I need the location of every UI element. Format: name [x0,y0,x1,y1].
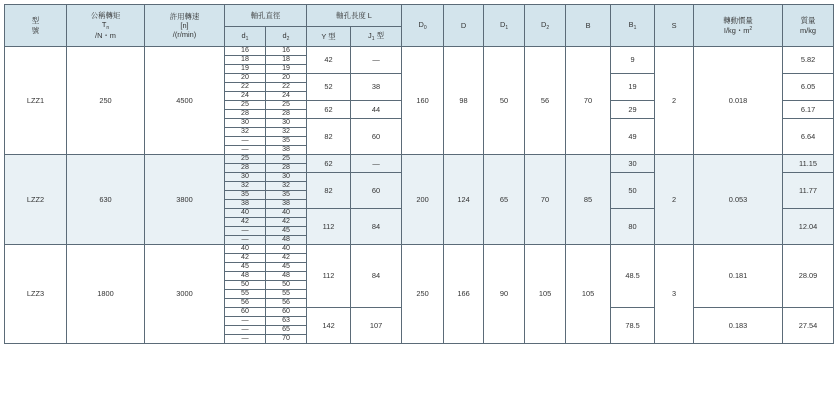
bore-d1-cell: 25 [225,155,266,164]
bore-d1-cell: 16 [225,47,266,56]
bore-d1-cell: 28 [225,110,266,119]
mass-cell: 6.17 [783,101,834,119]
bore-d2-cell: 19 [266,65,307,74]
mass-cell: 11.15 [783,155,834,173]
model-group-lzz1 [5,47,834,155]
table-row [5,47,834,56]
header-D: D [444,5,484,47]
bore-d1-cell: 42 [225,254,266,263]
header-bore-diameter: 軸孔直徑 [225,5,307,27]
S-cell: 3 [655,245,694,344]
header-j1-type: $J_1$ 型 [351,27,402,47]
bore-d2-cell: 65 [266,326,307,335]
B1-cell: 78.5 [611,308,655,344]
header-torque-symbol: $T_n$ [101,19,110,31]
bore-d2-cell: 45 [266,227,307,236]
torque-cell: 250 [67,47,145,155]
B1-cell: 49 [611,119,655,155]
header-torque [67,5,145,47]
torque-cell: 1800 [67,245,145,344]
model-cell: LZZ1 [5,47,67,155]
S-cell: 2 [655,155,694,245]
bore-d1-cell: 42 [225,218,266,227]
coupling-spec-table-container [4,4,834,344]
length-j1-cell: 44 [351,101,402,119]
D1-cell: 50 [484,47,525,155]
length-j1-cell: 84 [351,209,402,245]
bore-d2-cell: 45 [266,263,307,272]
D2-cell: 105 [525,245,566,344]
header-speed-name: 許用轉速 [169,11,200,21]
header-d2: $d_2$ [266,27,307,47]
bore-d1-cell: 56 [225,299,266,308]
bore-d1-cell: 50 [225,281,266,290]
bore-d2-cell: 16 [266,47,307,56]
length-j1-cell: 107 [351,308,402,344]
B-cell: 70 [566,47,611,155]
S-cell: 2 [655,47,694,155]
torque-cell: 630 [67,155,145,245]
D0-cell: 160 [402,47,444,155]
bore-d2-cell: 30 [266,119,307,128]
header-speed-unit: /(r/min) [172,30,197,40]
length-y-cell: 142 [307,308,351,344]
mass-cell: 5.82 [783,47,834,74]
bore-d1-cell: 48 [225,272,266,281]
header-mass [783,5,834,47]
table-row [5,245,834,254]
bore-d2-cell: 38 [266,200,307,209]
B-cell: 85 [566,155,611,245]
header-mass-name: 質量 [800,16,816,26]
bore-d2-cell: 35 [266,137,307,146]
bore-d2-cell: 20 [266,74,307,83]
D1-cell: 65 [484,155,525,245]
inertia-cell: 0.181 [694,245,783,308]
table-row [5,155,834,164]
D-cell: 98 [444,47,484,155]
length-j1-cell: 84 [351,245,402,308]
D0-cell: 200 [402,155,444,245]
bore-d2-cell: 42 [266,218,307,227]
bore-d2-cell: 32 [266,182,307,191]
B1-cell: 29 [611,101,655,119]
header-model [5,5,67,47]
header-D2: $D_2$ [525,5,566,47]
bore-d1-cell: — [225,335,266,344]
bore-d1-cell: 40 [225,245,266,254]
mass-cell: 28.09 [783,245,834,308]
bore-d2-cell: 35 [266,191,307,200]
bore-d1-cell: — [225,317,266,326]
mass-cell: 11.77 [783,173,834,209]
D2-cell: 70 [525,155,566,245]
bore-d2-cell: 42 [266,254,307,263]
bore-d2-cell: 25 [266,155,307,164]
B1-cell: 30 [611,155,655,173]
header-bore-length: 軸孔長度 L [307,5,402,27]
header-torque-name: 公稱轉矩 [90,10,121,20]
bore-d1-cell: 35 [225,191,266,200]
header-model-label: 型 號 [31,16,40,35]
length-j1-cell: 38 [351,74,402,101]
bore-d1-cell: 45 [225,263,266,272]
bore-d2-cell: 28 [266,110,307,119]
table-header [5,5,834,47]
bore-d1-cell: 25 [225,101,266,110]
bore-d2-cell: 28 [266,164,307,173]
bore-d1-cell: 30 [225,119,266,128]
length-y-cell: 62 [307,155,351,173]
header-S: S [655,5,694,47]
bore-d1-cell: 19 [225,65,266,74]
bore-d1-cell: 60 [225,308,266,317]
length-j1-cell: — [351,47,402,74]
bore-d2-cell: 38 [266,146,307,155]
D2-cell: 56 [525,47,566,155]
bore-d1-cell: 55 [225,290,266,299]
bore-d2-cell: 56 [266,299,307,308]
B1-cell: 9 [611,47,655,74]
bore-d2-cell: 32 [266,128,307,137]
bore-d2-cell: 22 [266,83,307,92]
bore-d2-cell: 30 [266,173,307,182]
bore-d1-cell: 18 [225,56,266,65]
header-mass-unit: m/kg [800,25,817,35]
length-y-cell: 112 [307,209,351,245]
length-y-cell: 42 [307,47,351,74]
mass-cell: 27.54 [783,308,834,344]
bore-d1-cell: — [225,227,266,236]
length-y-cell: 82 [307,173,351,209]
B-cell: 105 [566,245,611,344]
header-B1: $B_1$ [611,5,655,47]
length-j1-cell: 60 [351,119,402,155]
bore-d2-cell: 40 [266,209,307,218]
bore-d1-cell: — [225,146,266,155]
header-torque-unit: /N・m [95,31,116,41]
length-j1-cell: — [351,155,402,173]
bore-d1-cell: 32 [225,182,266,191]
bore-d2-cell: 60 [266,308,307,317]
bore-d1-cell: 20 [225,74,266,83]
header-speed-symbol: [n] [180,20,189,30]
D1-cell: 90 [484,245,525,344]
speed-cell: 3800 [145,155,225,245]
header-D1: $D_1$ [484,5,525,47]
bore-d1-cell: 32 [225,128,266,137]
mass-cell: 6.05 [783,74,834,101]
bore-d2-cell: 48 [266,272,307,281]
length-j1-cell: 60 [351,173,402,209]
bore-d2-cell: 63 [266,317,307,326]
header-B: B [566,5,611,47]
header-inertia [694,5,783,47]
inertia-cell: 0.018 [694,47,783,155]
B1-cell: 50 [611,173,655,209]
bore-d1-cell: — [225,137,266,146]
speed-cell: 4500 [145,47,225,155]
B1-cell: 48.5 [611,245,655,308]
bore-d2-cell: 24 [266,92,307,101]
header-speed [145,5,225,47]
model-cell: LZZ3 [5,245,67,344]
bore-d1-cell: 40 [225,209,266,218]
bore-d1-cell: 30 [225,173,266,182]
speed-cell: 3000 [145,245,225,344]
B1-cell: 19 [611,74,655,101]
model-cell: LZZ2 [5,155,67,245]
bore-d1-cell: 24 [225,92,266,101]
B1-cell: 80 [611,209,655,245]
header-D0: $D_0$ [402,5,444,47]
D0-cell: 250 [402,245,444,344]
coupling-spec-table [4,4,834,344]
bore-d1-cell: 38 [225,200,266,209]
bore-d2-cell: 55 [266,290,307,299]
bore-d2-cell: 50 [266,281,307,290]
bore-d2-cell: 48 [266,236,307,245]
bore-d1-cell: 22 [225,83,266,92]
mass-cell: 12.04 [783,209,834,245]
bore-d1-cell: — [225,236,266,245]
length-y-cell: 82 [307,119,351,155]
header-d1: $d_1$ [225,27,266,47]
header-inertia-unit: I/kg・$m^2$ [723,25,753,35]
bore-d1-cell: 28 [225,164,266,173]
inertia-cell: 0.183 [694,308,783,344]
D-cell: 124 [444,155,484,245]
bore-d2-cell: 40 [266,245,307,254]
header-inertia-name: 轉動慣量 [723,16,753,26]
length-y-cell: 52 [307,74,351,101]
bore-d2-cell: 25 [266,101,307,110]
length-y-cell: 112 [307,245,351,308]
D-cell: 166 [444,245,484,344]
model-group-lzz2 [5,155,834,245]
length-y-cell: 62 [307,101,351,119]
bore-d2-cell: 70 [266,335,307,344]
model-group-lzz3 [5,245,834,344]
header-y-type: Y 型 [307,27,351,47]
bore-d1-cell: — [225,326,266,335]
mass-cell: 6.64 [783,119,834,155]
bore-d2-cell: 18 [266,56,307,65]
inertia-cell: 0.053 [694,155,783,245]
